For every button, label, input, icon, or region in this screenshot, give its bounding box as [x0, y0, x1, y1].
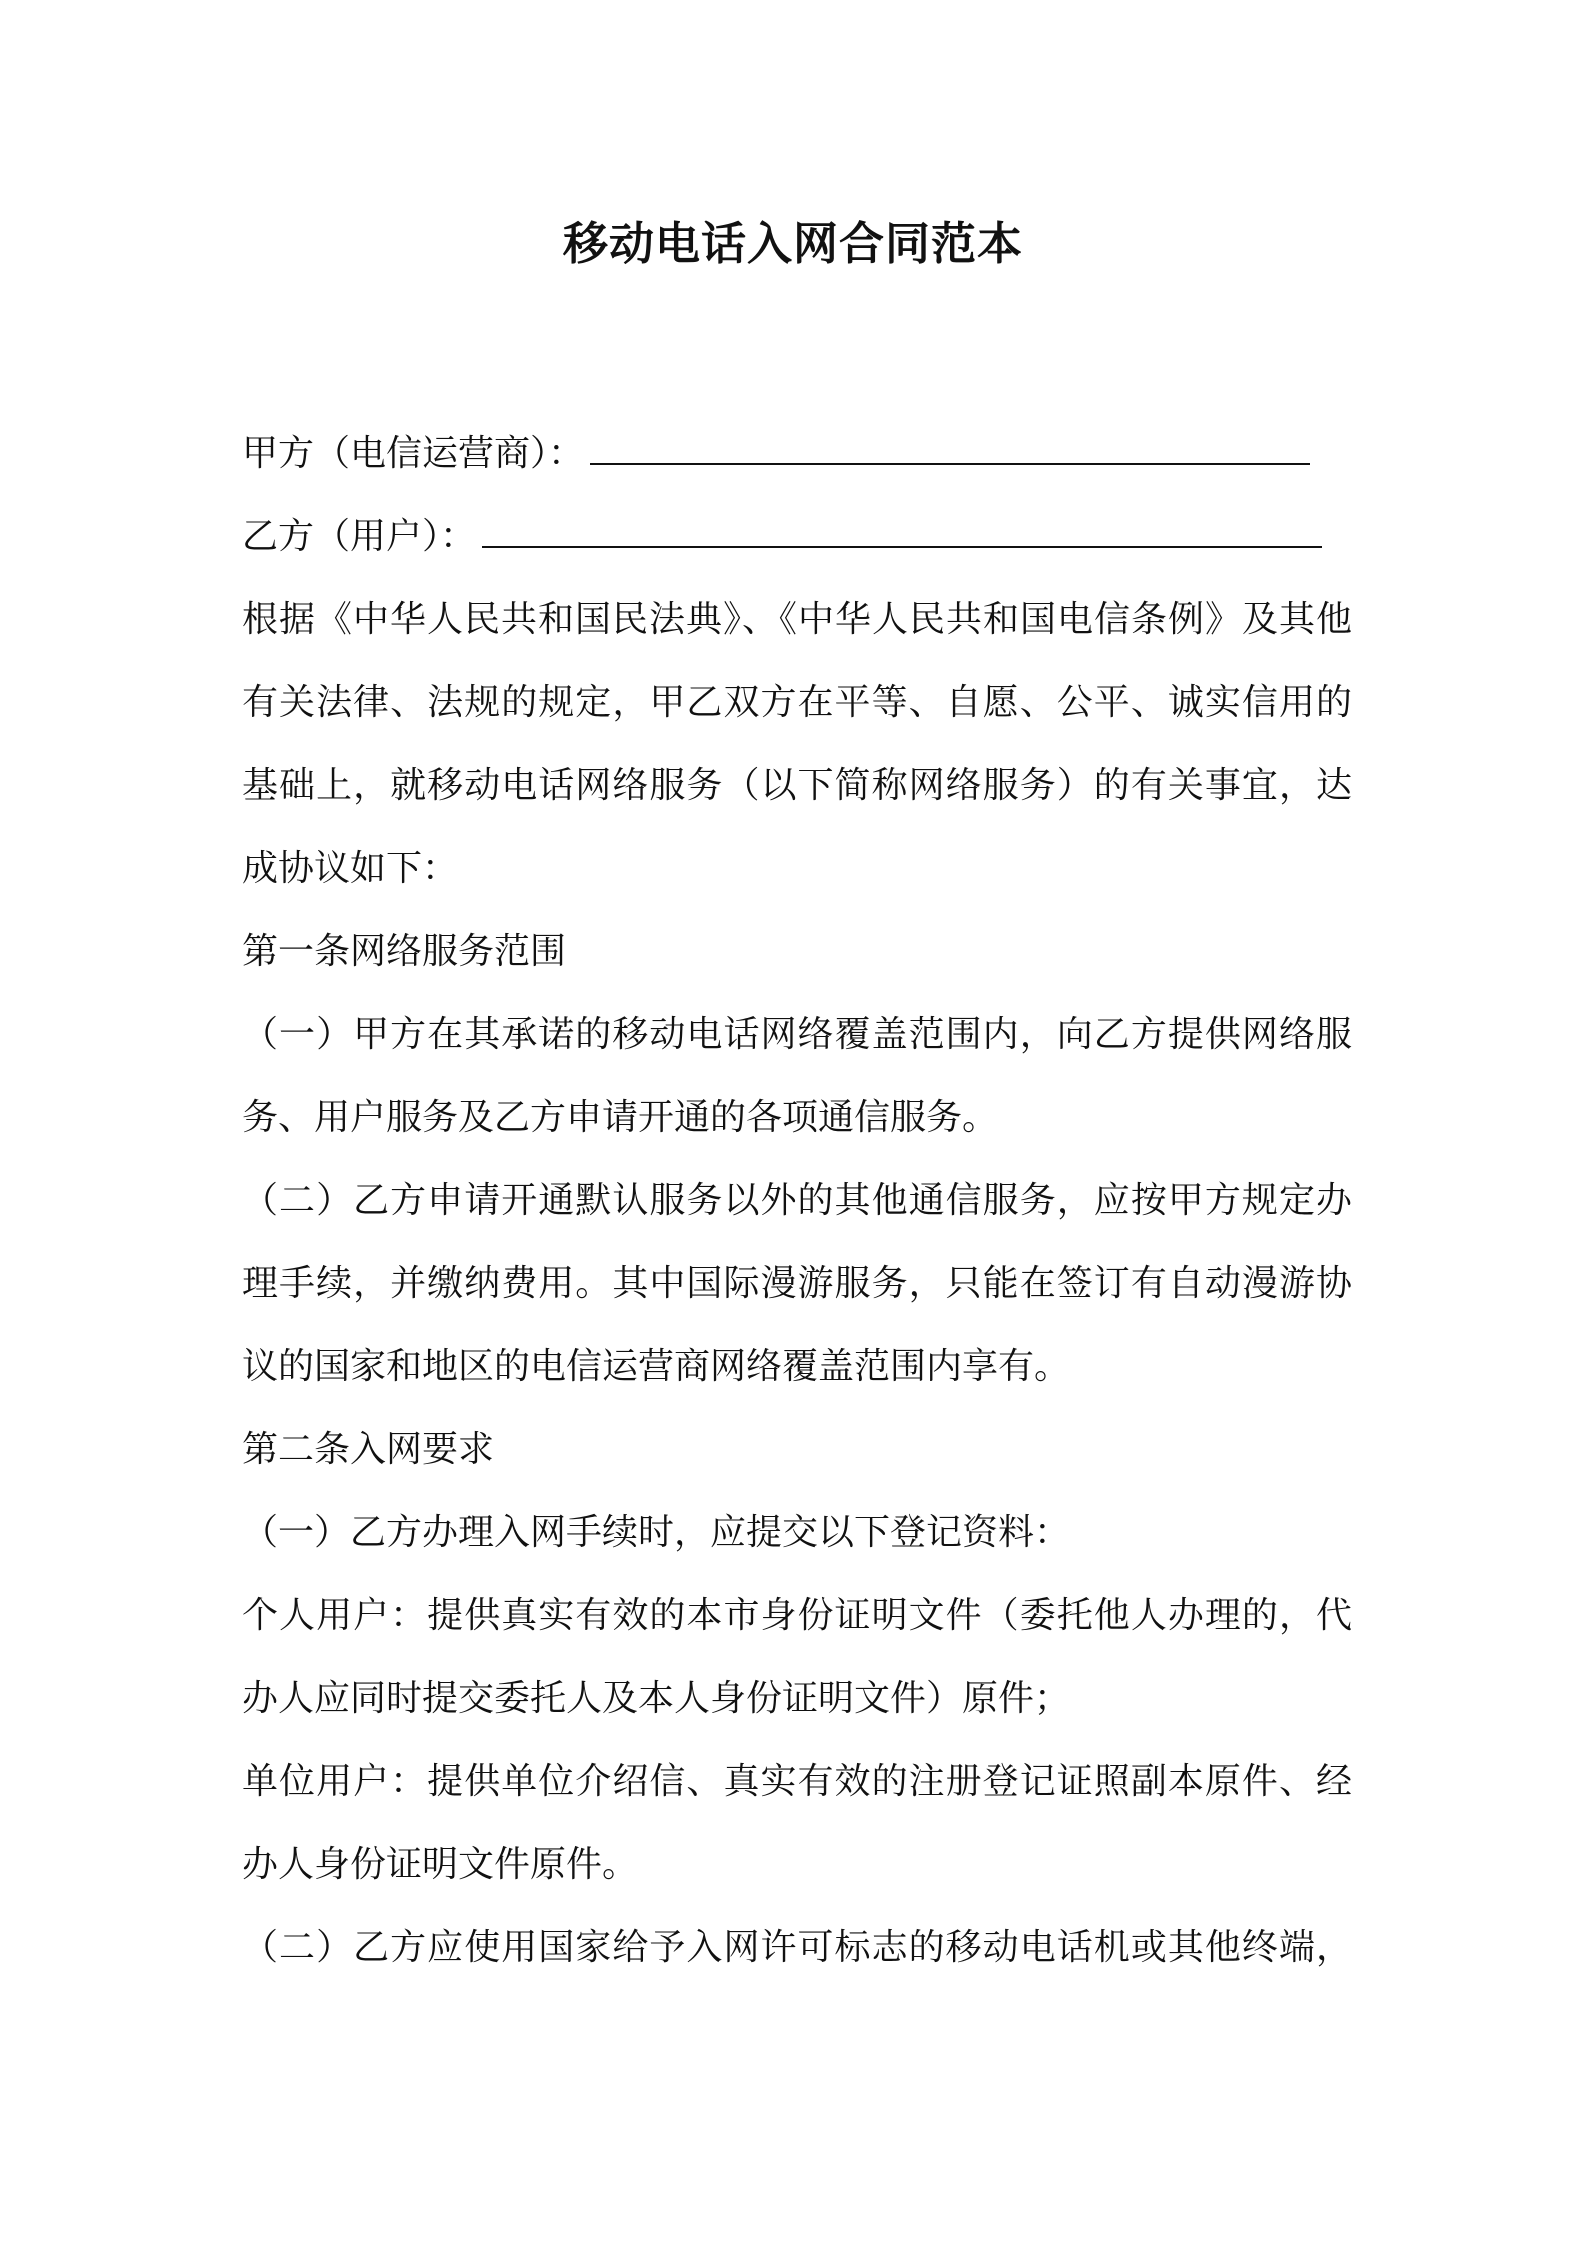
paragraph-line: 理手续，并缴纳费用。其中国际漫游服务，只能在签订有自动漫游协 — [242, 1263, 1352, 1304]
paragraph-line: （一）乙方办理入网手续时，应提交以下登记资料： — [242, 1512, 1071, 1553]
paragraph-line: 单位用户：提供单位介绍信、真实有效的注册登记证照副本原件、经 — [242, 1761, 1352, 1802]
paragraph-line: （二）乙方申请开通默认服务以外的其他通信服务，应按甲方规定办 — [242, 1180, 1352, 1221]
paragraph-line: 根据《中华人民共和国民法典》、《中华人民共和国电信条例》及其他 — [242, 599, 1352, 640]
paragraph-line: 务、用户服务及乙方申请开通的各项通信服务。 — [242, 1097, 999, 1138]
document-body — [242, 412, 1352, 1989]
party-b-row — [242, 495, 1352, 578]
section-heading: 第二条入网要求 — [242, 1429, 495, 1470]
paragraph-line: 个人用户：提供真实有效的本市身份证明文件（委托他人办理的，代 — [242, 1595, 1352, 1636]
party-a-label: 甲方（电信运营商）： — [242, 433, 585, 474]
paragraph-line: （一）甲方在其承诺的移动电话网络覆盖范围内，向乙方提供网络服 — [242, 1014, 1352, 1055]
paragraph-line: 办人应同时提交委托人及本人身份证明文件）原件； — [242, 1678, 1071, 1719]
party-a-row — [242, 412, 1352, 495]
paragraph-line: （二）乙方应使用国家给予入网许可标志的移动电话机或其他终端， — [242, 1927, 1352, 1968]
party-a-blank-field[interactable] — [590, 431, 1310, 465]
document-title: 移动电话入网合同范本 — [562, 217, 1023, 270]
section-heading: 第一条网络服务范围 — [242, 931, 567, 972]
paragraph-line: 成协议如下： — [242, 848, 459, 889]
party-b-label: 乙方（用户）： — [242, 516, 477, 557]
party-b-blank-field[interactable] — [482, 514, 1322, 548]
paragraph-line: 议的国家和地区的电信运营商网络覆盖范围内享有。 — [242, 1346, 1071, 1387]
paragraph-line: 有关法律、法规的规定，甲乙双方在平等、自愿、公平、诚实信用的 — [242, 682, 1352, 723]
paragraph-line: 基础上，就移动电话网络服务（以下简称网络服务）的有关事宜，达 — [242, 765, 1352, 806]
paragraph-line: 办人身份证明文件原件。 — [242, 1844, 639, 1885]
